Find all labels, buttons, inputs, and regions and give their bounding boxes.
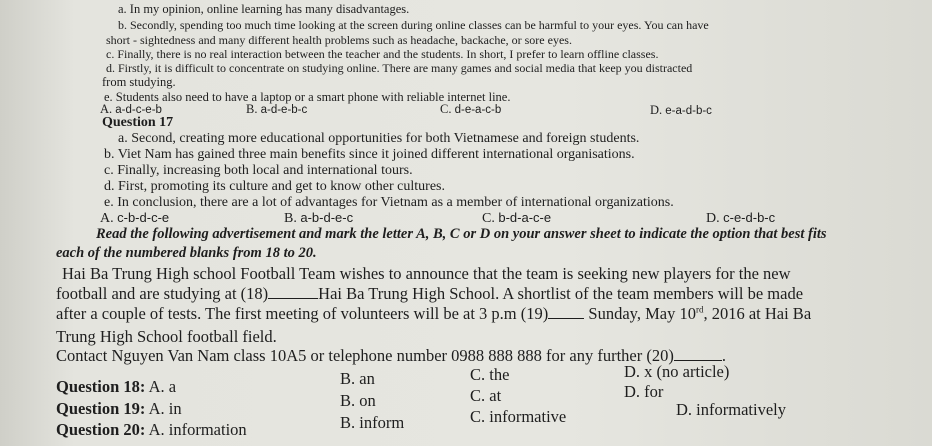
passage-line-4: Trung High School football field.	[56, 327, 277, 346]
q19-option-d[interactable]: D. for	[624, 382, 664, 401]
passage-line-3-start: after a couple of tests. The first meeting of volunteers will be at 3 p.m (19)	[56, 304, 549, 323]
instruction-line-1: Read the following advertisement and mark the letter A, B, C or D on your answer sheet to indicate the option that best fits	[96, 226, 827, 242]
q17-option-d-letter: D.	[706, 211, 720, 226]
q16-sentence-d-line2: from studying.	[102, 75, 176, 89]
passage-line-2-start: football and are studying at (18)	[56, 284, 269, 303]
q16-option-b-letter: B.	[246, 102, 258, 116]
q20-label: Question 20:	[56, 420, 146, 439]
q17-option-c-letter: C.	[482, 211, 495, 226]
q17-sentence-c: c. Finally, increasing both local and international tours.	[104, 163, 413, 178]
q16-option-d-text: e-a-d-b-c	[665, 105, 712, 117]
q16-option-d[interactable]	[650, 103, 712, 118]
q17-sentence-d: d. First, promoting its culture and get to know other cultures.	[104, 179, 446, 194]
q18-option-c[interactable]: C. the	[470, 365, 510, 384]
q16-sentence-e: e. Students also need to have a laptop or a smart phone with reliable internet line.	[104, 90, 511, 104]
q17-option-b[interactable]	[284, 210, 353, 227]
q16-option-a-text: a-d-c-e-b	[115, 104, 162, 116]
q19-row	[56, 399, 182, 419]
q18-label: Question 18:	[56, 377, 146, 396]
date-ordinal-suffix: rd	[695, 304, 704, 315]
passage-line-1: Hai Ba Trung High school Football Team wishes to announce that the team is seeking new players for the new	[62, 264, 791, 283]
instruction-line-2: each of the numbered blanks from 18 to 20.	[56, 245, 317, 261]
q16-option-c-text: d-e-a-c-b	[454, 104, 502, 116]
q19-option-c[interactable]: C. at	[470, 386, 502, 405]
passage-line-3-end: , 2016 at Hai Ba	[703, 304, 812, 323]
q16-option-b[interactable]	[246, 102, 307, 117]
q17-option-b-text: a-b-d-e-c	[300, 210, 354, 225]
q18-option-b[interactable]: B. an	[340, 369, 375, 388]
blank-20[interactable]	[674, 360, 722, 361]
blank-18[interactable]	[268, 298, 318, 299]
q16-sentence-a: a. In my opinion, online learning has many disadvantages.	[118, 2, 410, 16]
q18-option-d[interactable]: D. x (no article)	[624, 362, 730, 381]
q19-option-b[interactable]: B. on	[340, 391, 376, 410]
q16-option-b-text: a-d-e-b-c	[260, 104, 308, 116]
passage-line-5-start: Contact Nguyen Van Nam class 10A5 or telephone number 0988 888 888 for any further (20)	[56, 346, 674, 365]
q16-sentence-b-line1: b. Secondly, spending too much time looking at the screen during online classes can be harmful to your eyes. You can have	[118, 18, 709, 32]
q16-sentence-b-line2: short - sightedness and many different health problems such as headache, backache, or sore eyes.	[106, 33, 572, 47]
q17-option-a-letter: A.	[100, 211, 114, 226]
q17-option-b-letter: B.	[284, 211, 297, 226]
passage-line-3-date: Sunday, May 10	[584, 304, 696, 323]
passage-line-3	[56, 304, 811, 324]
q20-option-a[interactable]: A. information	[148, 420, 247, 439]
q16-option-c-letter: C.	[440, 102, 452, 116]
q17-sentence-e: e. In conclusion, there are a lot of advantages for Vietnam as a member of international organizations.	[104, 195, 674, 210]
q17-option-a[interactable]	[100, 210, 169, 227]
q17-sentence-a: a. Second, creating more educational opportunities for both Vietnamese and foreign students.	[118, 131, 640, 146]
q17-option-d[interactable]	[706, 210, 775, 227]
blank-19[interactable]	[548, 318, 584, 319]
q20-option-d[interactable]: D. informatively	[676, 400, 786, 419]
q16-option-c[interactable]	[440, 102, 501, 117]
q20-option-b[interactable]: B. inform	[340, 413, 405, 432]
q17-sentence-b: b. Viet Nam has gained three main benefits since it joined different international organisations.	[104, 147, 635, 162]
q17-heading: Question 17	[102, 115, 174, 130]
q16-option-a-letter: A.	[100, 102, 113, 116]
q18-option-a[interactable]: A. a	[148, 377, 177, 396]
q19-option-a[interactable]: A. in	[148, 399, 182, 418]
passage-line-5-end: .	[721, 346, 726, 365]
q16-sentence-c: c. Finally, there is no real interaction between the teacher and the students. In short, I prefer to learn offline classes.	[106, 47, 659, 61]
q16-option-d-letter: D.	[650, 103, 663, 117]
q19-label: Question 19:	[56, 399, 146, 418]
q18-row	[56, 377, 176, 397]
passage-line-2-end: Hai Ba Trung High School. A shortlist of the team members will be made	[318, 284, 804, 303]
passage-line-2	[56, 284, 803, 304]
q20-option-c[interactable]: C. informative	[470, 407, 567, 426]
q20-row	[56, 420, 247, 440]
q17-option-d-text: c-e-d-b-c	[723, 210, 776, 225]
q17-option-c-text: b-d-a-c-e	[498, 210, 552, 225]
q17-option-a-text: c-b-d-c-e	[117, 210, 170, 225]
q16-sentence-d-line1: d. Firstly, it is difficult to concentrate on studying online. There are many games and social media that keep you distracted	[106, 61, 693, 75]
q17-option-c[interactable]	[482, 210, 551, 227]
